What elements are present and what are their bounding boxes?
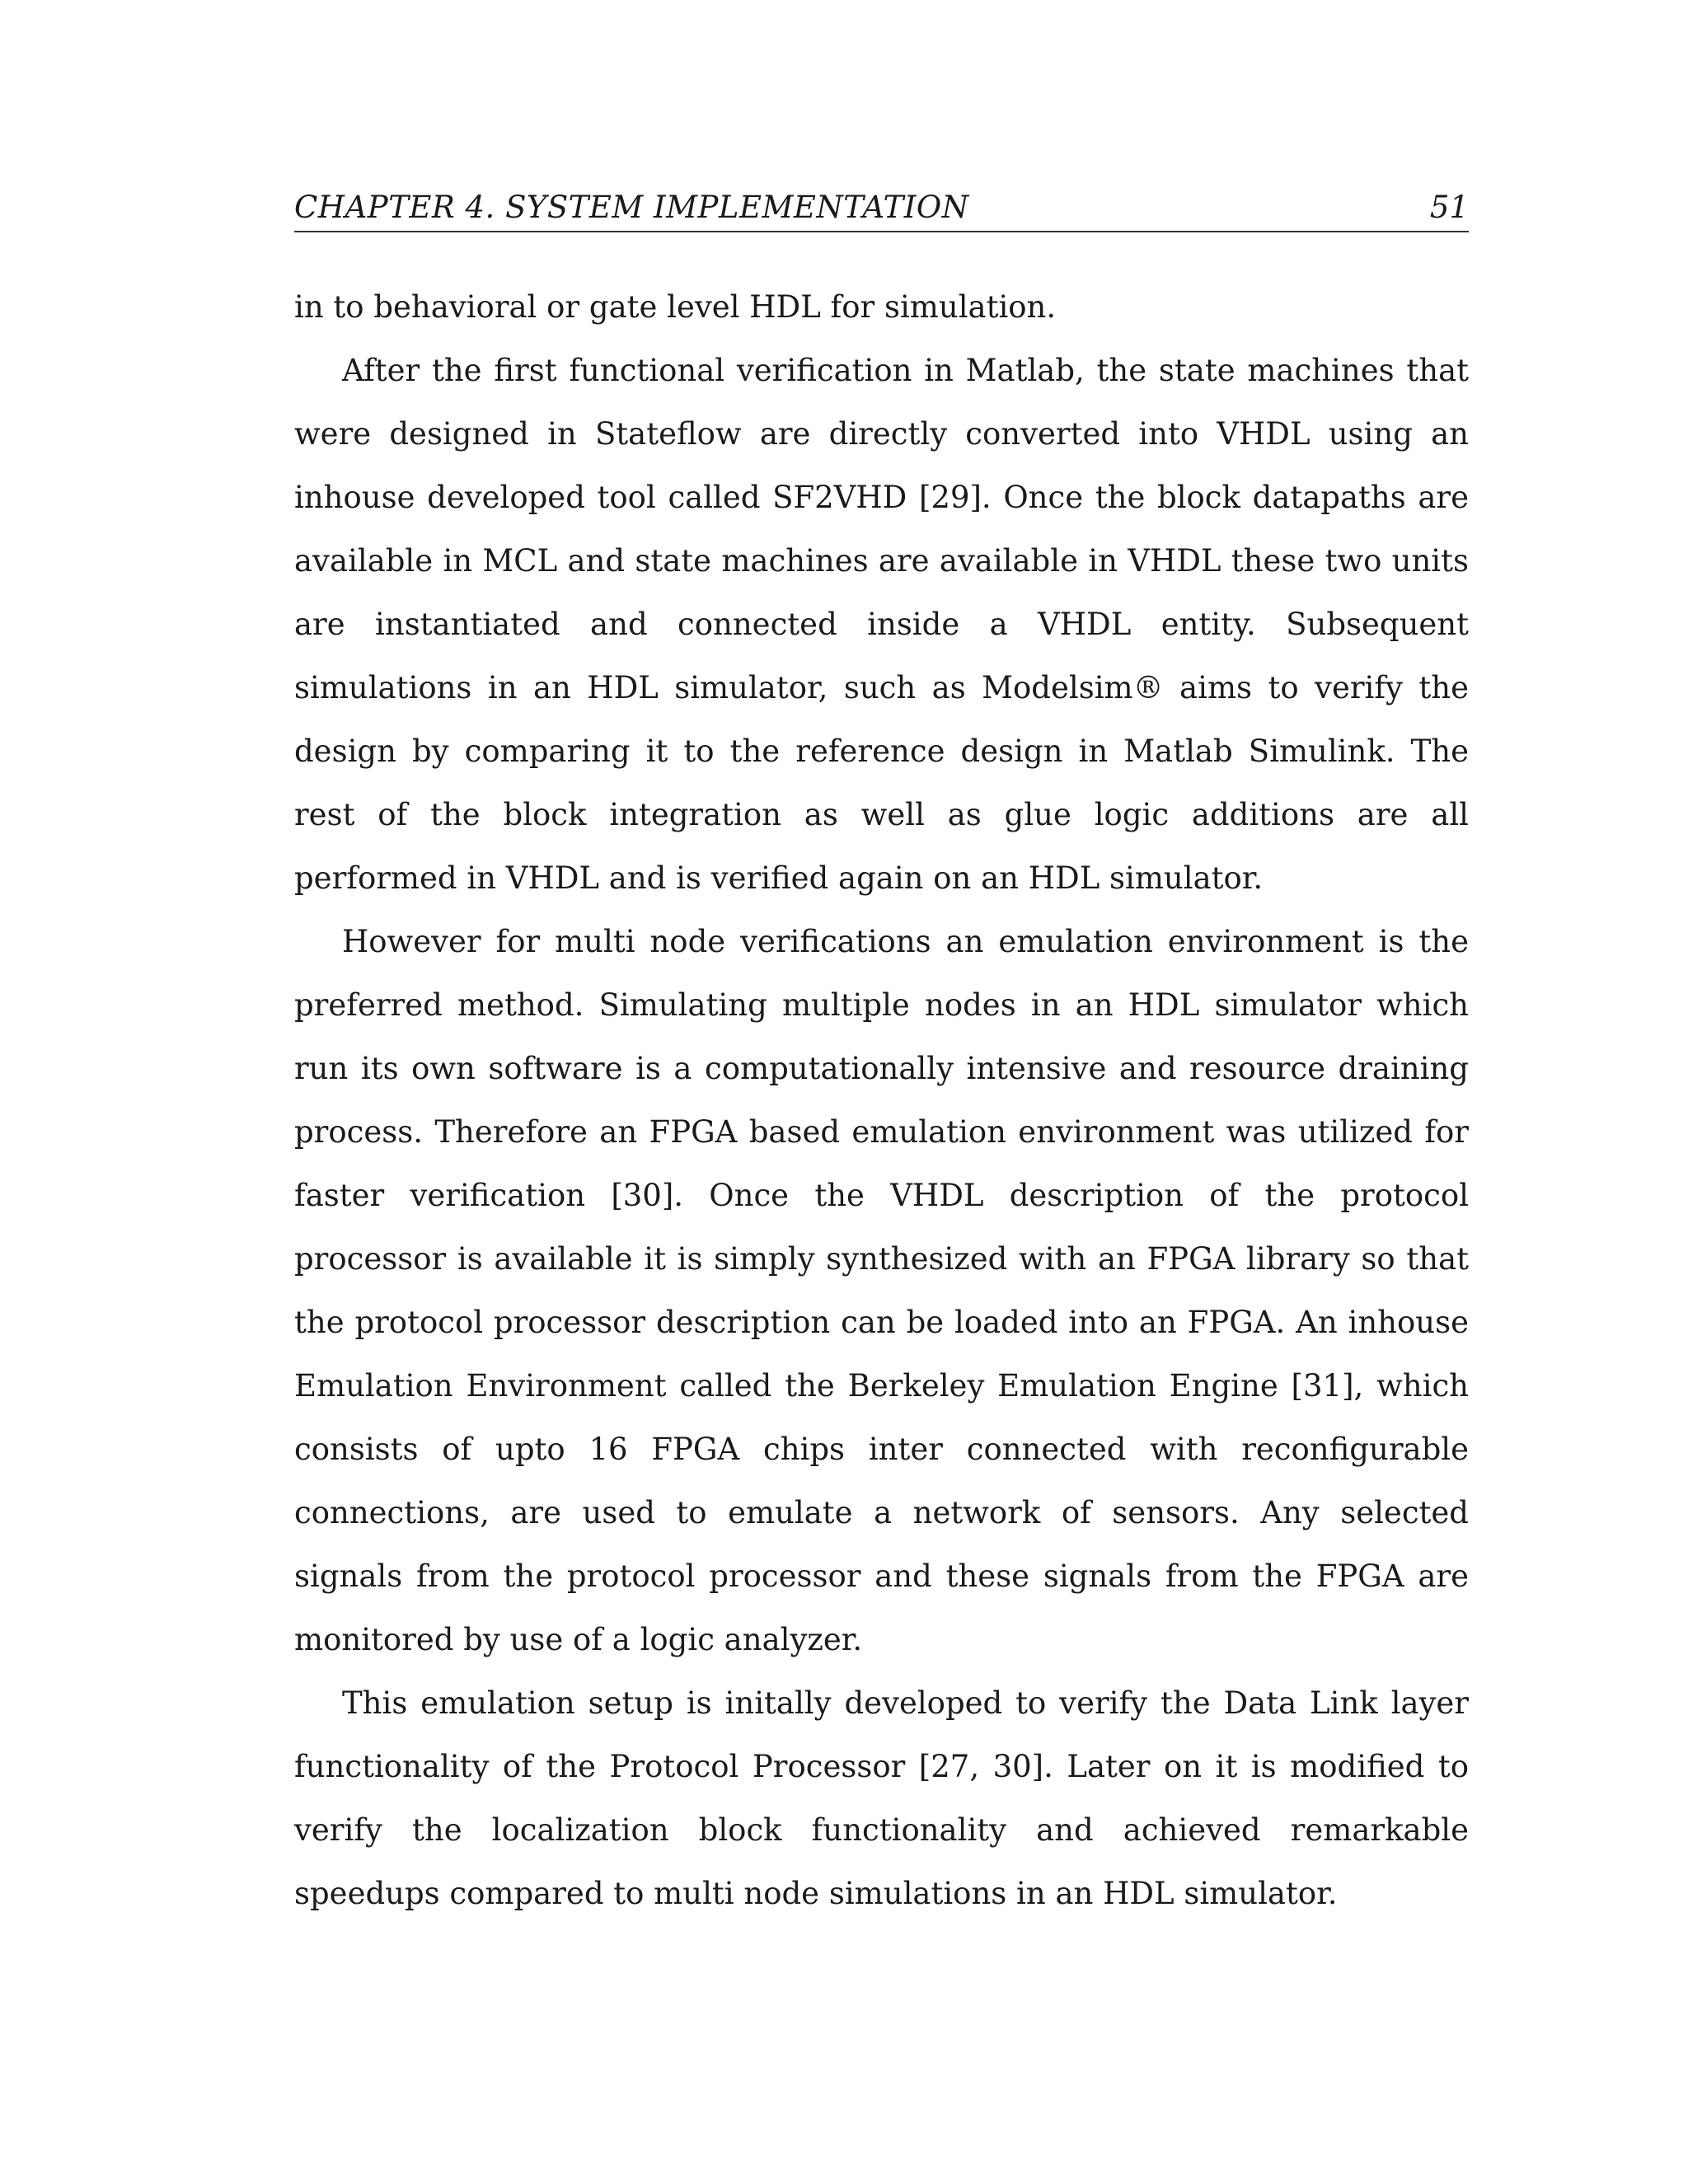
paragraph-continuation: in to behavioral or gate level HDL for simulation. [294, 289, 1057, 325]
running-header [294, 190, 1469, 232]
chapter-title: CHAPTER 4. SYSTEM IMPLEMENTATION [294, 190, 969, 225]
paragraph-verification: After the first functional verification in Matlab, the state machines that were designed in Stateflow are directly converted into VHDL using an inhouse developed tool called SF2VHD [29]. Once the block datapaths are available in MCL and state machines are available in VHDL these two units are instantiated and connected inside a VHDL entity. Subsequent simulations in an HDL simulator, such as Modelsim® aims to verify the design by comparing it to the reference design in Matlab Simulink. The rest of the block integration as well as glue logic additions are all performed in VHDL and is verified again on an HDL simulator. [294, 353, 1469, 896]
body-text [294, 275, 1469, 1925]
page-number: 51 [1429, 190, 1469, 225]
document-page [294, 190, 1469, 1925]
paragraph-setup: This emulation setup is initally developed to verify the Data Link layer functionality of the Protocol Processor [27, 30]. Later on it is modified to verify the localization block functionality and achieved remarkable speedups compared to multi node simulations in an HDL simulator. [294, 1685, 1469, 1911]
paragraph-emulation: However for multi node verifications an emulation environment is the preferred method. Simulating multiple nodes in an HDL simulator which run its own software is a computationally intensive and resource draining process. Therefore an FPGA based emulation environment was utilized for faster verification [30]. Once the VHDL description of the protocol processor is available it is simply synthesized with an FPGA library so that the protocol processor description can be loaded into an FPGA. An inhouse Emulation Environment called the Berkeley Emulation Engine [31], which consists of upto 16 FPGA chips inter connected with reconfigurable connections, are used to emulate a network of sensors. Any selected signals from the protocol processor and these signals from the FPGA are monitored by use of a logic analyzer. [294, 924, 1469, 1657]
